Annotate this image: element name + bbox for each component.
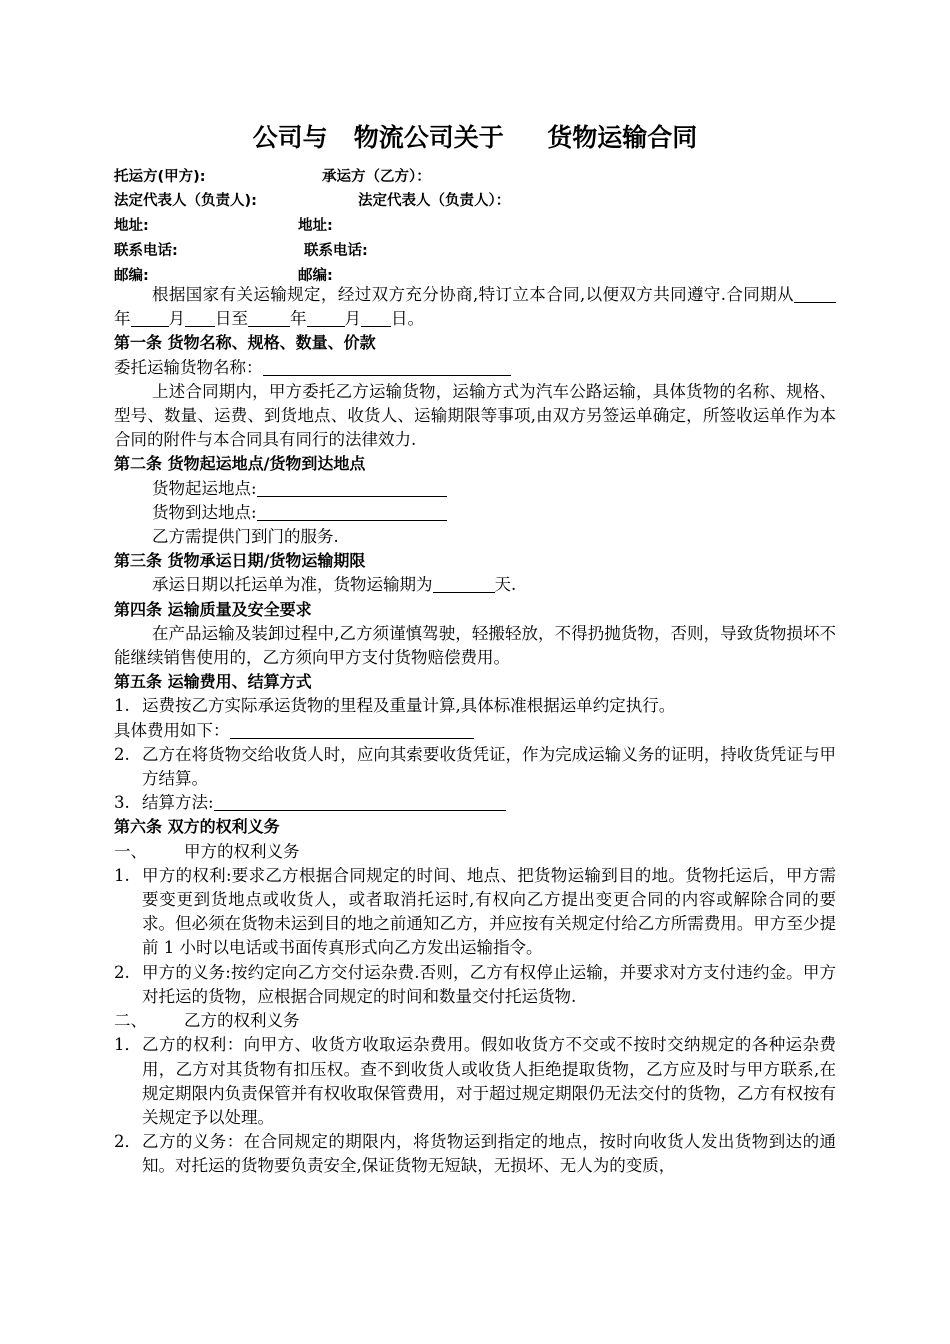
origin-label: 货物起运地点:: [152, 478, 257, 498]
list-item: [114, 961, 836, 1009]
item-number: 1.: [114, 865, 130, 885]
blank-year-start[interactable]: [794, 284, 836, 303]
item-text: 甲方的义务:按约定向乙方交付运杂费.否则，乙方有权停止运输，并要求对方支付违约金。甲方对托运的货物，应根据合同规定的时间和数量交付托运货物.: [142, 962, 836, 1006]
contract-body: [114, 283, 836, 1179]
section-title: 甲方的权利义务: [184, 841, 300, 861]
transport-days-blank[interactable]: [433, 574, 495, 593]
intro-paragraph: [114, 283, 836, 331]
carrier-address-label: 地址:: [298, 218, 333, 234]
transport-period-text: 承运日期以托运单为准，货物运输期为: [152, 575, 433, 595]
list-item: [114, 864, 836, 961]
item-number: 2.: [114, 744, 130, 764]
settlement-label: 结算方法:: [142, 793, 214, 813]
item-text: 乙方的权利：向甲方、收货方收取运杂费用。假如收货方不交或不按时交纳规定的各种运杂费用，乙方对其货物有扣压权。查不到收货人或收货人拒绝提取货物，乙方应及时与甲方联系,在规定期限内负责保管并有权收取保管费用，对于超过规定期限仍无法交付的货物，乙方有权按有关规定予以处理。: [142, 1035, 836, 1127]
shipper-rep-label: 法定代表人（负责人):: [114, 193, 257, 209]
item-text: 乙方在将货物交给收货人时，应向其索要收货凭证，作为完成运输义务的证明，持收货凭证与甲方结算。: [142, 744, 836, 789]
month-label: 月: [168, 309, 185, 329]
article-6-heading: 第六条 双方的权利义务: [114, 817, 280, 837]
shipper-zip-label: 邮编:: [114, 268, 149, 284]
goods-name-line: [114, 356, 836, 380]
goods-name-label: 委托运输货物名称：: [114, 357, 263, 377]
day-label: 日。: [391, 309, 424, 329]
item-text: 乙方的义务：在合同规定的期限内，将货物运到指定的地点，按时向收货人发出货物到达的通知。对托运的货物要负责安全,保证货物无短缺，无损坏、无人为的变质，: [142, 1132, 836, 1176]
blank-month-start[interactable]: [131, 308, 169, 327]
article-3-heading: 第三条 货物承运日期/货物运输期限: [114, 551, 366, 571]
carrier-zip-label: 邮编:: [298, 268, 333, 284]
article-5-heading: 第五条 运输费用、结算方式: [114, 672, 312, 692]
section-number: 一、: [114, 841, 147, 861]
item-number: 2.: [114, 962, 130, 982]
article-2-heading: 第二条 货物起运地点/货物到达地点: [114, 454, 366, 474]
list-item: [114, 743, 836, 791]
fee-label: 具体费用如下：: [114, 720, 230, 740]
goods-name-blank[interactable]: [263, 357, 511, 376]
days-label: 天.: [494, 575, 517, 595]
contract-title: 公司与 物流公司关于 货物运输合同: [252, 123, 698, 152]
item-number: 1.: [114, 696, 130, 716]
item-number: 1．: [114, 1035, 141, 1055]
section-title: 乙方的权利义务: [184, 1011, 300, 1031]
list-item: [114, 694, 836, 718]
item-text: 甲方的权利:要求乙方根据合同规定的时间、地点、把货物运输到目的地。货物托运后，甲方需要变更到货地点或收货人，或者取消托运时,有权向乙方提出变更合同的内容或解除合同的要求。但必须在货物未运到目的地之前通知乙方，并应按有关规定付给乙方所需费用。甲方至少提前 1 小时以电话或书面传真形式向乙方发出运输指令。: [142, 865, 836, 958]
article-4-heading: 第四条 运输质量及安全要求: [114, 599, 312, 619]
item-number: 3.: [114, 793, 130, 813]
carrier-label: 承运方（乙方）：: [322, 169, 431, 185]
shipper-phone-label: 联系电话:: [114, 243, 178, 259]
article-1-heading: 第一条 货物名称、规格、数量、价款: [114, 333, 376, 353]
article-1-paragraph: 上述合同期内，甲方委托乙方运输货物，运输方式为汽车公路运输，具体货物的名称、规格、型号、数量、运费、到货地点、收货人、运输期限等事项,由双方另签运单确定，所签收运单作为本合同的附件与本合同具有同行的法律效力.: [114, 381, 836, 450]
section-heading: [114, 840, 836, 864]
transport-period-line: [114, 573, 836, 597]
month-label: 月: [344, 309, 361, 329]
day-to-label: 日至: [215, 309, 248, 329]
intro-text: 根据国家有关运输规定，经过双方充分协商,特订立本合同,以便双方共同遵守.合同期从: [152, 285, 794, 304]
list-item: [114, 1033, 836, 1130]
origin-line: [114, 477, 836, 501]
year-label: 年: [290, 309, 307, 329]
blank-day-end[interactable]: [361, 308, 391, 327]
shipper-label: 托运方(甲方):: [114, 169, 206, 185]
section-heading: [114, 1009, 836, 1033]
settlement-blank[interactable]: [214, 792, 506, 811]
destination-line: [114, 501, 836, 525]
fee-blank[interactable]: [230, 720, 474, 739]
destination-blank[interactable]: [257, 502, 447, 521]
blank-year-end[interactable]: [248, 308, 290, 327]
carrier-phone-label: 联系电话:: [304, 243, 368, 259]
list-item: [114, 791, 836, 815]
origin-blank[interactable]: [257, 478, 447, 497]
fee-line: [114, 719, 836, 743]
blank-month-end[interactable]: [307, 308, 345, 327]
shipper-address-label: 地址:: [114, 218, 149, 234]
year-label: 年: [114, 309, 131, 329]
list-item: [114, 1130, 836, 1178]
article-4-paragraph: 在产品运输及装卸过程中,乙方须谨慎驾驶，轻搬轻放，不得扔抛货物，否则，导致货物损坏不能继续销售使用的，乙方须向甲方支付货物赔偿费用。: [114, 623, 836, 668]
carrier-rep-label: 法定代表人（负责人）：: [358, 193, 511, 209]
item-text: 运费按乙方实际承运货物的里程及重量计算,具体标准根据运单约定执行。: [142, 696, 676, 716]
item-number: 2．: [114, 1132, 141, 1152]
destination-label: 货物到达地点:: [152, 502, 257, 522]
door-to-door-text: 乙方需提供门到门的服务.: [152, 527, 339, 547]
section-number: 二、: [114, 1011, 147, 1031]
blank-day-start[interactable]: [185, 308, 215, 327]
